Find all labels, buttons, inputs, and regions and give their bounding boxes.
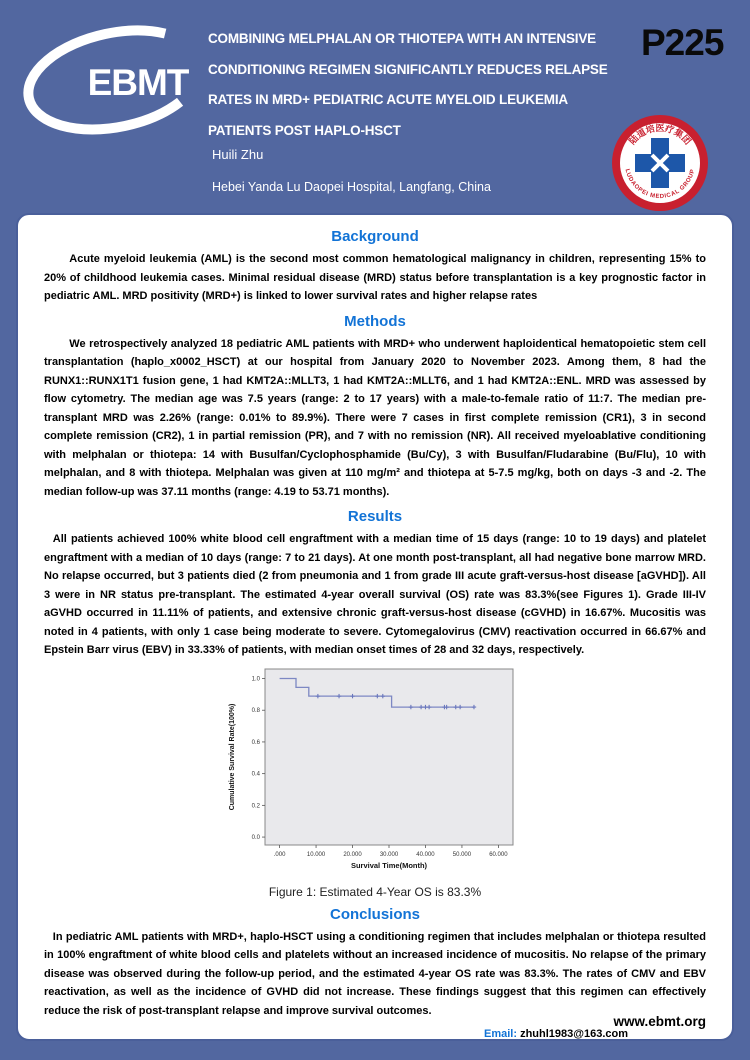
km-survival-chart	[225, 663, 525, 879]
poster-body-card	[16, 213, 734, 1041]
ebmt-logo	[16, 20, 214, 152]
methods-heading: Methods	[344, 312, 406, 330]
background-heading: Background	[331, 228, 419, 245]
plot-area	[265, 669, 513, 845]
results-text: All patients achieved 100% white blood cell engraftment with a median time of 15 days (range: 10 to 19 days) and platelet engraftment with a median of 10 days (range: 7 to 21 days). At one month post-transplant, all had negative bone marrow MRD. No relapse occurred, but 3 patients died (2 from pneumonia and 1 from grade III acute graft-versus-host disease [aGVHD]). All 3 were in NR status pre-transplant. The estimated 4-year overall survival (OS) rate was 83.3%(see Figures 1). Grade III-IV aGVHD occurred in 11.11% of patients, and extensive chronic graft-versus-host disease (cGVHD) in 16.67%. Mucositis was noted in 4 patients, with only 1 case being moderate to severe. Cytomegalovirus (CMV) reactivation occurred in 66.67% and Epstein Barr virus (EBV) in 33.33% of patients, with median onset times of 28 and 32 days, respectively.	[44, 533, 706, 656]
y-tick-label: 0.6	[251, 739, 260, 746]
title-line-3: RATES IN MRD+ PEDIATRIC ACUTE MYELOID LEUKEMIA	[208, 92, 568, 107]
title-line-1: COMBINING MELPHALAN OR THIOTEPA WITH AN INTENSIVE	[208, 31, 596, 46]
contact-email-line	[44, 1028, 706, 1040]
x-tick-label: 30.000	[379, 851, 399, 858]
poster-title	[208, 24, 658, 146]
poster-header	[0, 0, 750, 213]
poster-number-badge: P225	[641, 22, 724, 63]
author-affiliation: Hebei Yanda Lu Daopei Hospital, Langfang, China	[212, 180, 491, 194]
y-tick-label: 0.2	[251, 802, 260, 809]
methods-text: We retrospectively analyzed 18 pediatric AML patients with MRD+ who underwent haploidentical hematopoietic stem cell transplantation (haplo_x0002_HSCT) at our hospital from January 2020 to November 2023. Among them, 8 had the RUNX1::RUNX1T1 fusion gene, 1 had KMT2A::MLLT3, 1 had KMT2A::MLLT6, and 1 had KMT2A::ENL. MRD was assessed by flow cytometry. The median age was 7.5 years (range: 2 to 17 years) with a male-to-female ratio of 11:7. The median pre-transplant MRD was 2.26% (range: 0.01% to 89.9%). There were 7 cases in first complete remission (CR1), 3 in second complete remission (CR2), 1 in partial remission (PR), and 7 with no remission (NR). All received myeloablative conditioning with melphalan or thiotepa: 14 with Busulfan/Cyclophosphamide (Bu/Cy), 3 with Busulfan/Fludarabine (Bu/Flu), 10 with melphalan, and 8 with thiotepa. Melphalan was given at 110 mg/m² and thiotepa at 5-7.5 mg/kg, both on days -3 and -2. The median follow-up was 37.11 months (range: 4.19 to 53.71 months).	[44, 337, 706, 498]
ludaopei-medical-group-logo	[610, 113, 710, 213]
title-line-2: CONDITIONING REGIMEN SIGNIFICANTLY REDUCES RELAPSE	[208, 61, 608, 77]
x-tick-label: 60.000	[489, 851, 508, 858]
conclusions-heading: Conclusions	[329, 905, 420, 923]
logo-cn-arc-text: 陆道培医疗集团	[627, 123, 693, 147]
x-tick-label: 20.000	[343, 851, 362, 858]
figure-1	[44, 663, 706, 899]
x-tick-label: .000	[273, 851, 286, 858]
y-tick-label: 1.0	[251, 676, 260, 683]
y-tick-label: 0.8	[251, 707, 260, 714]
x-tick-label: 40.000	[416, 851, 435, 858]
y-tick-label: 0.0	[251, 834, 260, 841]
figure-1-caption: Figure 1: Estimated 4-Year OS is 83.3%	[268, 884, 482, 899]
x-tick-label: 50.000	[452, 851, 472, 858]
results-heading: Results	[347, 508, 403, 525]
email-label: Email:	[483, 1028, 517, 1040]
y-tick-label: 0.4	[251, 771, 260, 778]
email-address: zhuhl1983@163.com	[520, 1028, 628, 1040]
title-line-4: PATIENTS POST HAPLO-HSCT	[208, 122, 401, 138]
x-axis-title: Survival Time(Month)	[350, 860, 428, 870]
x-tick-label: 10.000	[306, 851, 326, 858]
conclusions-text: In pediatric AML patients with MRD+, haplo-HSCT using a conditioning regimen that includes melphalan or thiotepa resulted in 100% engraftment of white blood cells and platelets without an increased incidence of mucositis. No relapse of the primary disease was observed during the follow-up period, and the estimated 4-year OS rate was 83.3%. The rates of CMV and EBV reactivation, as well as the incidence of GVHD did not increase. These findings suggest that this regimen can effectively reduce the risk of post-transplant relapse and improve survival outcomes.	[44, 930, 706, 1017]
logo-en-arc-text: LUDAOPEI MEDICAL GROUP	[623, 168, 697, 201]
ebmt-website: www.ebmt.org	[613, 1014, 706, 1029]
background-text: Acute myeloid leukemia (AML) is the second most common hematological malignancy in children, representing 15% to 20% of childhood leukemia cases. Minimal residual disease (MRD) status before transplantation is a key prognostic factor in pediatric AML. MRD positivity (MRD+) is linked to lower survival rates and higher relapse rates	[44, 253, 706, 302]
y-axis-title: Cumulative Survival Rate(100%)	[229, 703, 236, 810]
ebmt-logo-text: EBMT	[87, 62, 189, 103]
author-name: Huili Zhu	[212, 147, 264, 162]
